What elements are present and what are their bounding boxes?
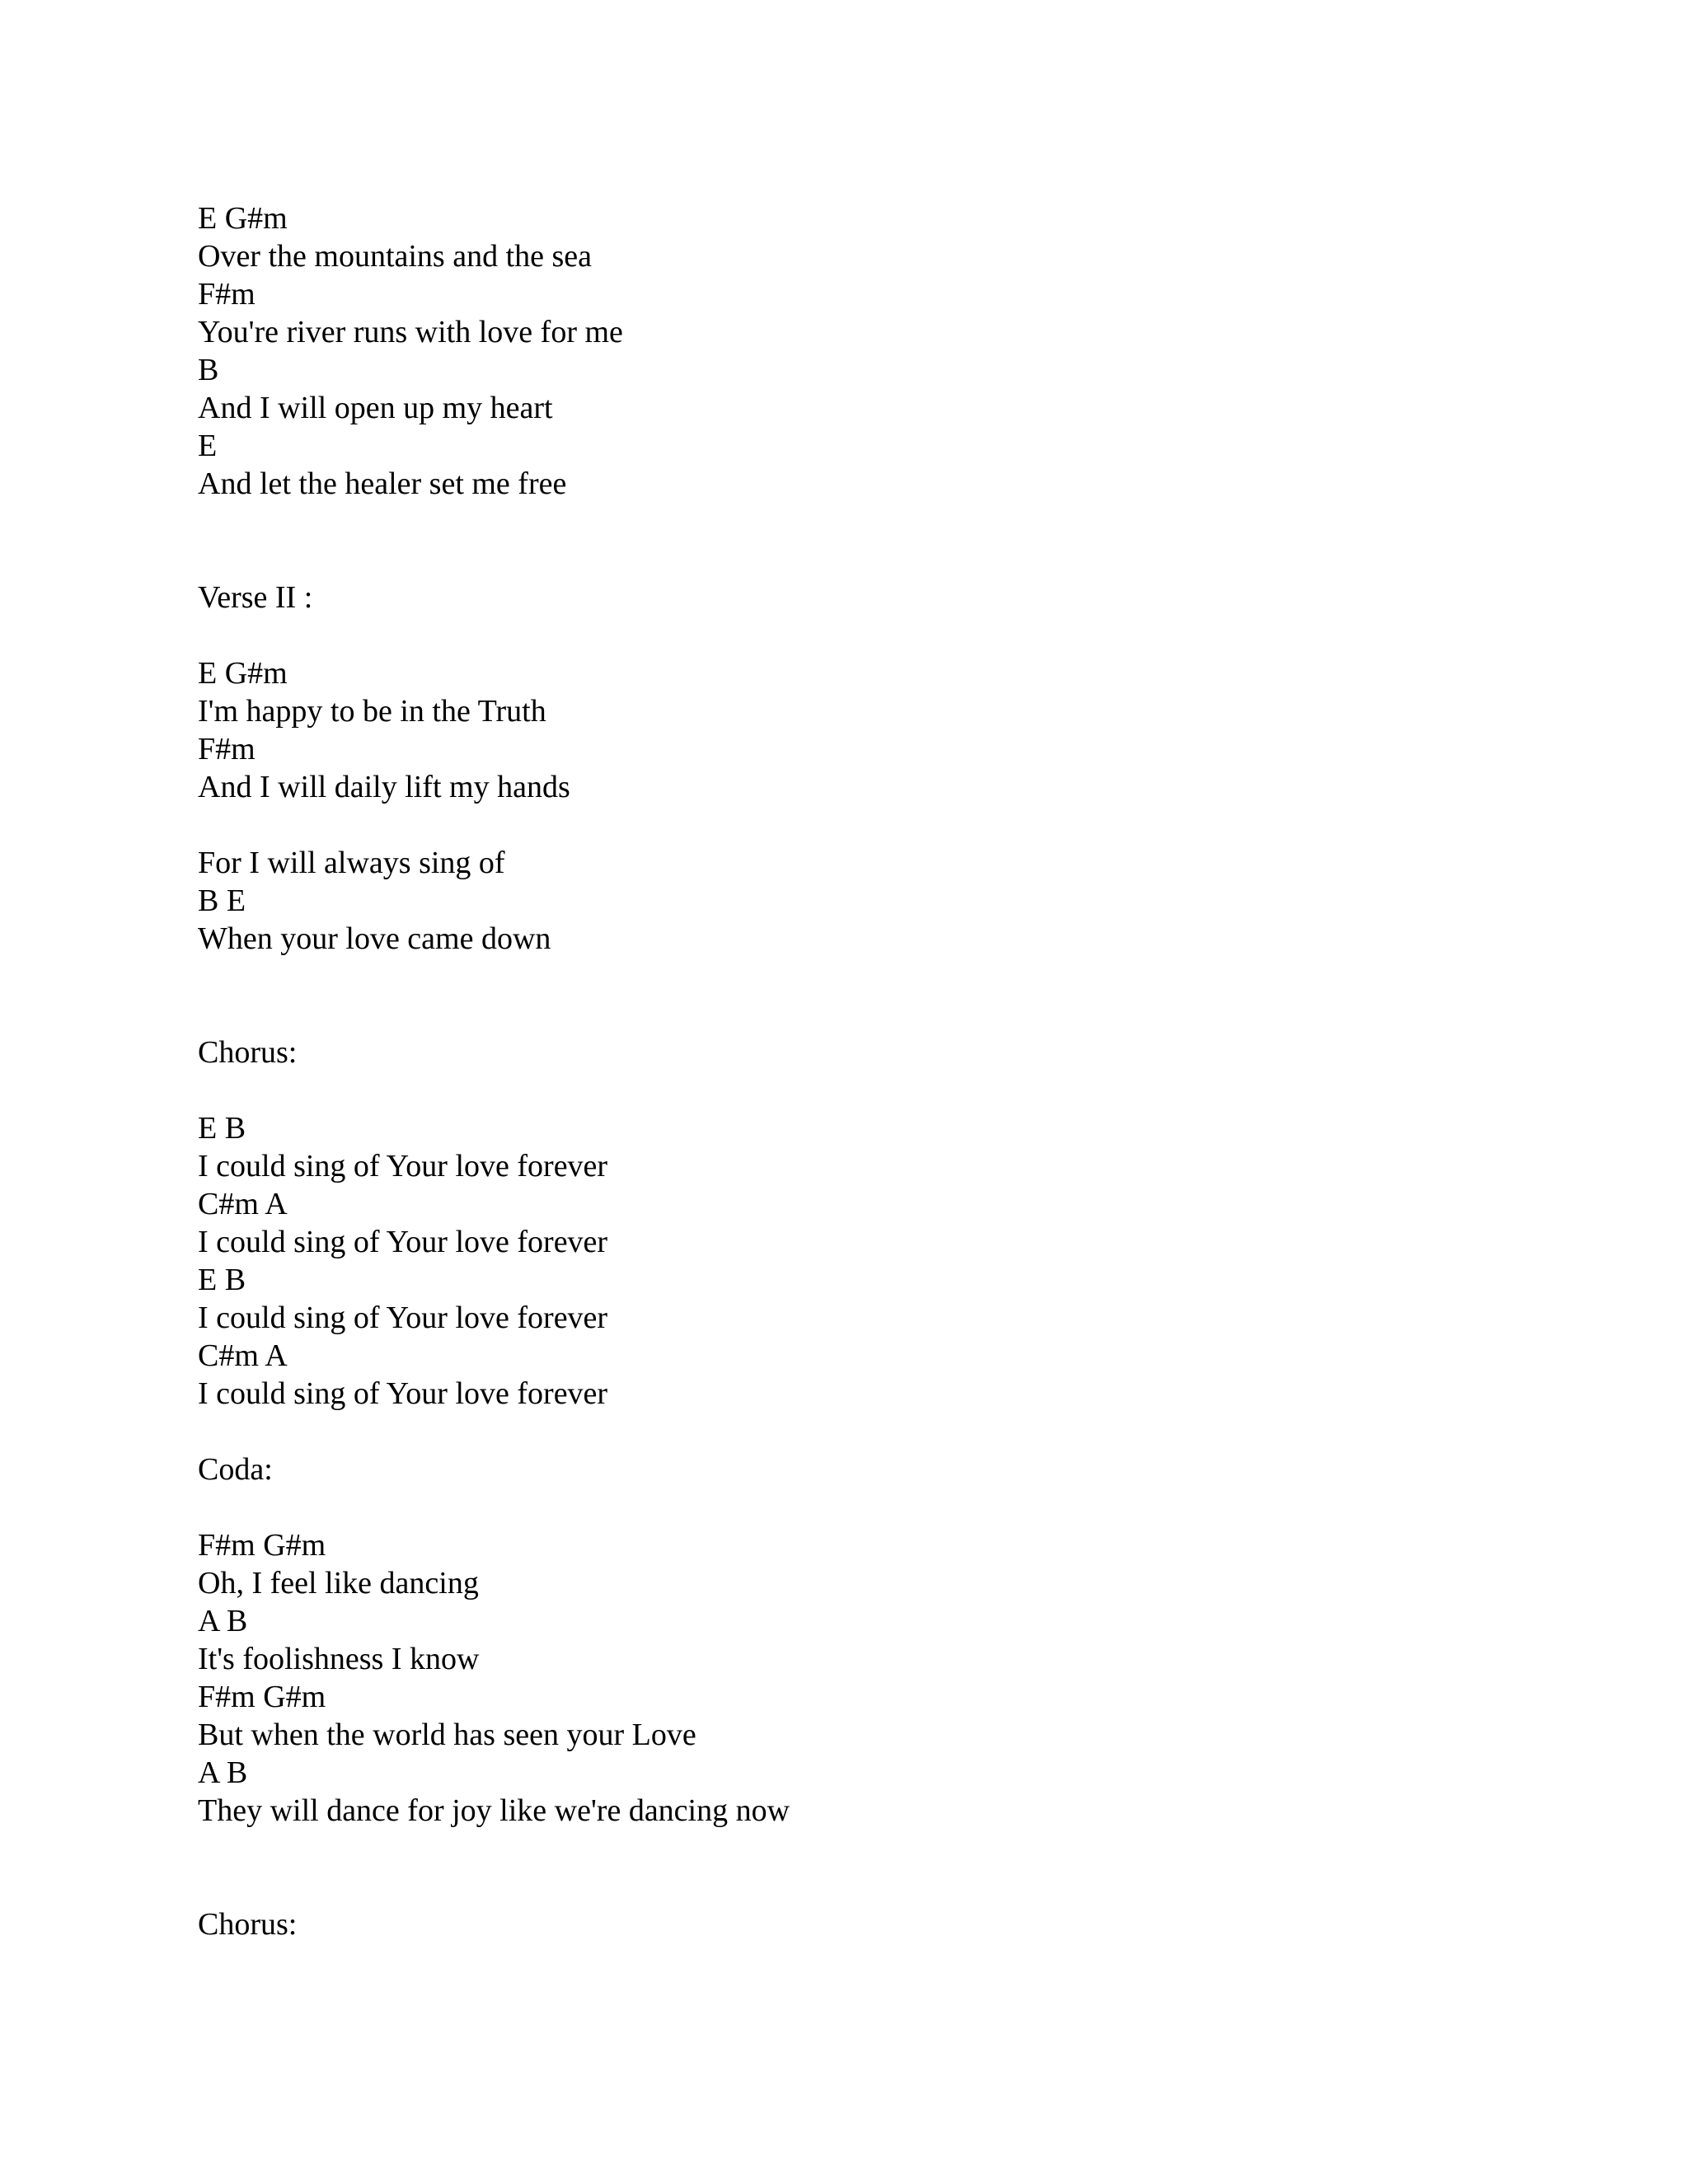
chord-line: F#m: [198, 277, 256, 312]
blank-line: [198, 1488, 1599, 1526]
lyric-line: Over the mountains and the sea: [198, 239, 593, 274]
chord-line: E G#m: [198, 656, 288, 691]
lyric-line: Oh, I feel like dancing: [198, 1566, 479, 1601]
lyric-line: And let the healer set me free: [198, 466, 567, 501]
song-sheet: [198, 199, 1599, 1943]
lyric-line: I could sing of Your love forever: [198, 1149, 608, 1183]
lyric-line: You're river runs with love for me: [198, 315, 623, 349]
chord-line: B E: [198, 883, 246, 918]
chord-line: A B: [198, 1604, 248, 1638]
blank-line: [198, 958, 1599, 996]
chord-line: A B: [198, 1755, 248, 1790]
chord-line: B: [198, 353, 219, 387]
blank-line: [198, 541, 1599, 579]
blank-line: [198, 503, 1599, 541]
section-heading-coda: Coda:: [198, 1452, 273, 1487]
lyric-line: They will dance for joy like we're dancing now: [198, 1793, 790, 1828]
lyric-line: I could sing of Your love forever: [198, 1225, 608, 1259]
lyric-line: I could sing of Your love forever: [198, 1301, 608, 1335]
blank-line: [198, 1830, 1599, 1868]
lyric-line: I'm happy to be in the Truth: [198, 694, 546, 729]
lyric-line: When your love came down: [198, 921, 551, 956]
blank-line: [198, 1868, 1599, 1905]
chord-line: E B: [198, 1263, 246, 1297]
chord-line: F#m: [198, 732, 256, 766]
lyric-line: I could sing of Your love forever: [198, 1376, 608, 1411]
chord-line: E B: [198, 1111, 246, 1146]
section-heading-chorus: Chorus:: [198, 1907, 298, 1942]
lyric-line: And I will open up my heart: [198, 391, 553, 425]
chord-line: F#m G#m: [198, 1528, 326, 1563]
blank-line: [198, 616, 1599, 654]
blank-line: [198, 1071, 1599, 1109]
lyric-line: It's foolishness I know: [198, 1642, 480, 1676]
chord-line: C#m A: [198, 1338, 288, 1373]
chord-line: C#m A: [198, 1187, 288, 1221]
blank-line: [198, 996, 1599, 1033]
blank-line: [198, 806, 1599, 844]
section-heading-chorus: Chorus:: [198, 1035, 298, 1070]
lyric-line: But when the world has seen your Love: [198, 1718, 696, 1752]
lyric-line: And I will daily lift my hands: [198, 770, 570, 804]
chord-line: E G#m: [198, 201, 288, 236]
blank-line: [198, 1413, 1599, 1451]
chord-line: E: [198, 429, 218, 463]
section-heading-verse-2: Verse II :: [198, 580, 313, 615]
lyric-line: For I will always sing of: [198, 846, 505, 880]
chord-line: F#m G#m: [198, 1680, 326, 1714]
